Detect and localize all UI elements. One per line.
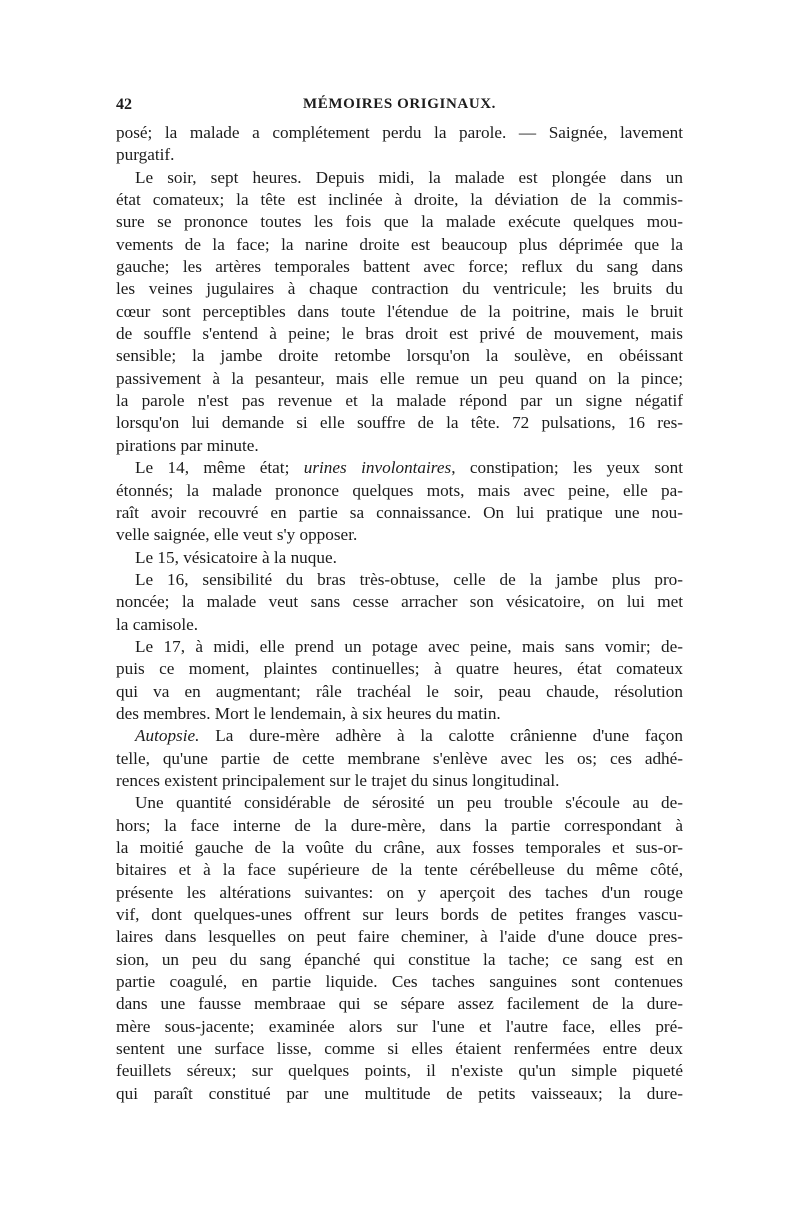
text-line: posé; la malade a complétement perdu la parole. — Saignée, lavement (116, 123, 683, 142)
paragraph (116, 636, 683, 725)
running-head (116, 96, 683, 122)
text-line: partie coagulé, en partie liquide. Ces taches sanguines sont contenues (116, 972, 683, 992)
text-line: puis ce moment, plaintes continuelles; à quatre heures, état comateux (116, 659, 683, 679)
text-line: gauche; les artères temporales battent avec force; reflux du sang dans (116, 257, 683, 277)
text-line: Le 17, à midi, elle prend un potage avec peine, mais sans vomir; de- (135, 636, 683, 656)
text-line: telle, qu'une partie de cette membrane s'enlève avec les os; ces adhé- (116, 748, 683, 768)
text-line: vif, dont quelques-unes offrent sur leurs bords de petites franges vascu- (116, 905, 683, 925)
text-line: dans une fausse membraae qui se sépare assez facilement de la dure- (116, 994, 683, 1014)
text-line: laires dans lesquelles on peut faire cheminer, à l'aide d'une douce pres- (116, 927, 683, 947)
text-line: Une quantité considérable de sérosité un peu trouble s'écoule au de- (135, 793, 683, 813)
italic-phrase: urines involontaires (303, 458, 452, 478)
text-line: présente les altérations suivantes: on y aperçoit des taches d'un rouge (116, 882, 683, 902)
text-line: Le 15, vésicatoire à la nuque. (135, 547, 337, 567)
text-line: la parole n'est pas revenue et la malade répond par un signe négatif (116, 391, 683, 411)
text-line: pirations par minute. (116, 435, 259, 455)
text-line: velle saignée, elle veut s'y opposer. (116, 525, 358, 545)
paragraph (116, 547, 683, 569)
text-line: purgatif. (116, 145, 175, 165)
book-page (116, 96, 683, 1105)
text-line: cœur sont perceptibles dans toute l'étendue de la poitrine, mais le bruit (116, 301, 683, 321)
text-line: état comateux; la tête est inclinée à droite, la déviation de la commis- (116, 190, 683, 210)
paragraph (116, 569, 683, 636)
text-line: la camisole. (116, 614, 199, 634)
text-line: qui paraît constitué par une multitude de petits vaisseaux; la dure- (116, 1083, 683, 1103)
text-line: rences existent principalement sur le trajet du sinus longitudinal. (116, 770, 560, 790)
text-line: vements de la face; la narine droite est beaucoup plus déprimée que la (116, 234, 683, 254)
paragraph (116, 457, 683, 546)
text-line: sensible; la jambe droite retombe lorsqu'on la soulève, en obéissant (116, 346, 683, 366)
running-title: MÉMOIRES ORIGINAUX. (302, 96, 497, 112)
page-number: 42 (116, 96, 132, 113)
text-line: feuillets séreux; sur quelques points, il n'existe qu'un simple piqueté (116, 1061, 683, 1081)
text-run: Le 14, même état; (135, 458, 304, 478)
text-line: Le 16, sensibilité du bras très-obtuse, celle de la jambe plus pro- (135, 569, 683, 589)
text-line: bitaires et à la face supérieure de la tente cérébelleuse du même côté, (116, 860, 683, 880)
text-line (116, 725, 683, 747)
text-line: lorsqu'on lui demande si elle souffre de la tête. 72 pulsations, 16 res- (116, 413, 683, 433)
text-line: étonnés; la malade prononce quelques mots, mais avec peine, elle pa- (116, 480, 683, 500)
text-line: des membres. Mort le lendemain, à six heures du matin. (116, 703, 501, 723)
body-text (116, 122, 683, 1105)
text-line: les veines jugulaires à chaque contraction du ventricule; les bruits du (116, 279, 683, 299)
paragraph (116, 122, 683, 167)
text-run: La dure-mère adhère à la calotte crânienne d'une façon (199, 726, 683, 746)
text-line: sure se prononce toutes les fois que la malade exécute quelques mou- (116, 212, 683, 232)
text-line: raît avoir recouvré en partie sa connaissance. On lui pratique une nou- (116, 502, 683, 522)
text-line: noncée; la malade veut sans cesse arracher son vésicatoire, on lui met (116, 592, 683, 612)
paragraph (116, 167, 683, 457)
text-line: de souffle s'entend à peine; le bras droit est privé de mouvement, mais (116, 324, 683, 344)
section-label-autopsie: Autopsie. (135, 726, 200, 746)
text-line: hors; la face interne de la dure-mère, dans la partie correspondant à (116, 815, 683, 835)
paragraph (116, 792, 683, 1105)
text-line: sion, un peu du sang épanché qui constitue la tache; ce sang est en (116, 949, 683, 969)
text-run: , constipation; les yeux sont (451, 458, 683, 478)
text-line: mère sous-jacente; examinée alors sur l'une et l'autre face, elles pré- (116, 1016, 683, 1036)
text-line: passivement à la pesanteur, mais elle remue un peu quand on la pince; (116, 368, 683, 388)
text-line: sentent une surface lisse, comme si elles étaient renfermées entre deux (116, 1039, 683, 1059)
text-line (116, 457, 683, 479)
text-line: la moitié gauche de la voûte du crâne, aux fosses temporales et sus-or- (116, 838, 683, 857)
text-line: Le soir, sept heures. Depuis midi, la malade est plongée dans un (135, 167, 683, 187)
paragraph (116, 725, 683, 792)
text-line: qui va en augmentant; râle trachéal le soir, peau chaude, résolution (116, 681, 683, 701)
